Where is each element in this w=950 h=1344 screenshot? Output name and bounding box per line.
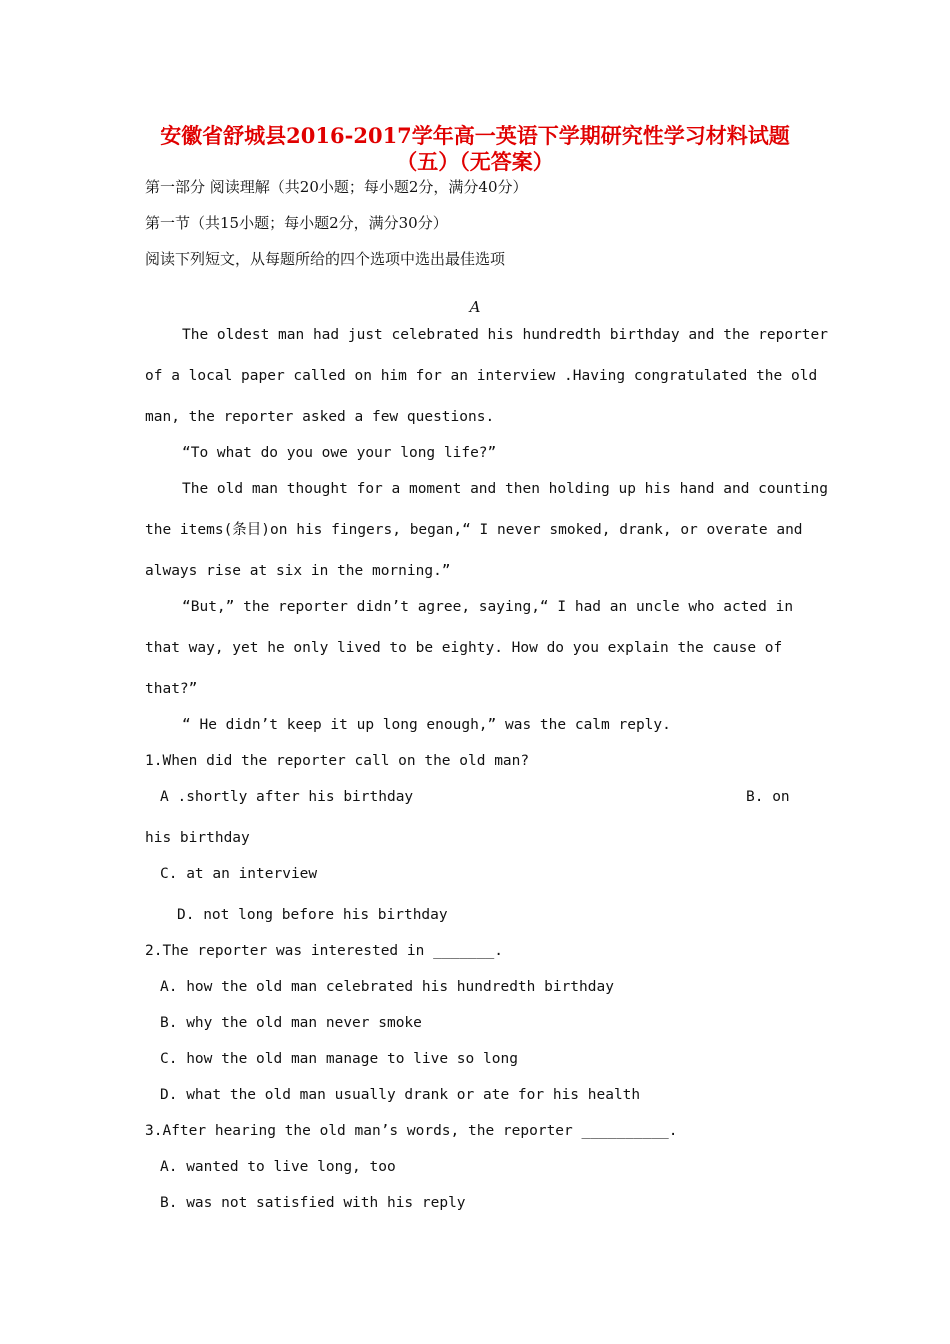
passage-line: that?”: [145, 681, 198, 697]
part-one-heading: 第一部分 阅读理解（共20小题；每小题2分，满分40分）: [145, 178, 528, 196]
question-1-option-a: A .shortly after his birthday: [160, 789, 414, 805]
question-1-option-b: B. on: [746, 789, 790, 805]
passage-line: “To what do you owe your long life?”: [182, 445, 497, 461]
passage-line: The oldest man had just celebrated his hundredth birthday and the reporter: [182, 327, 829, 343]
question-1-option-d: D. not long before his birthday: [177, 907, 448, 923]
question-3-stem: 3.After hearing the old man’s words, the reporter __________.: [145, 1123, 678, 1139]
question-2-option-c: C. how the old man manage to live so long: [160, 1051, 518, 1067]
passage-line: always rise at six in the morning.”: [145, 563, 451, 579]
passage-line: man, the reporter asked a few questions.: [145, 409, 495, 425]
document-title-line-2: （五）（无答案）: [396, 149, 554, 174]
question-3-option-a: A. wanted to live long, too: [160, 1159, 396, 1175]
question-1-stem: 1.When did the reporter call on the old man?: [145, 753, 530, 769]
passage-line: of a local paper called on him for an interview .Having congratulated the old: [145, 368, 818, 384]
question-2-option-b: B. why the old man never smoke: [160, 1015, 422, 1031]
instruction-text: 阅读下列短文，从每题所给的四个选项中选出最佳选项: [145, 250, 506, 268]
passage-line: the items(条目)on his fingers, began,“ I never smoked, drank, or overate and: [145, 522, 803, 538]
question-1-option-b-continued: his birthday: [145, 830, 250, 846]
passage-line: “But,” the reporter didn’t agree, saying,“ I had an uncle who acted in: [182, 599, 794, 615]
document-title-line-1: 安徽省舒城县2016-2017学年高一英语下学期研究性学习材料试题: [160, 123, 790, 148]
question-2-stem: 2.The reporter was interested in _______.: [145, 943, 503, 959]
passage-label: A: [469, 298, 481, 316]
question-2-option-d: D. what the old man usually drank or ate for his health: [160, 1087, 641, 1103]
question-1-option-c: C. at an interview: [160, 866, 318, 882]
passage-line: that way, yet he only lived to be eighty. How do you explain the cause of: [145, 640, 783, 656]
question-3-option-b: B. was not satisfied with his reply: [160, 1195, 466, 1211]
passage-line: “ He didn’t keep it up long enough,” was the calm reply.: [182, 717, 671, 733]
section-one-heading: 第一节（共15小题；每小题2分，满分30分）: [145, 214, 448, 232]
question-2-option-a: A. how the old man celebrated his hundredth birthday: [160, 979, 614, 995]
passage-line: The old man thought for a moment and then holding up his hand and counting: [182, 481, 829, 497]
